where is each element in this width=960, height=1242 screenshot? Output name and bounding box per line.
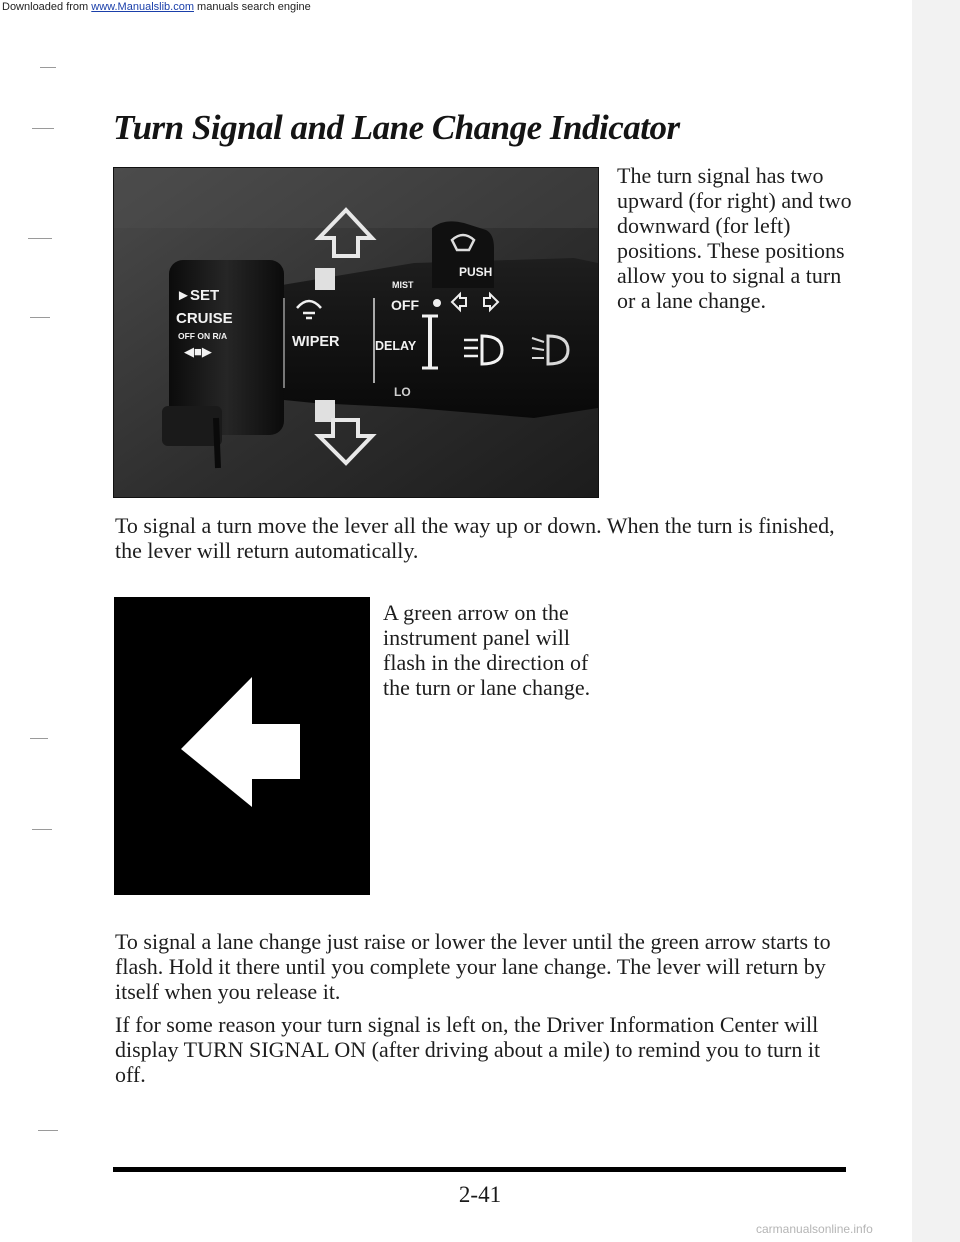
manualslib-link[interactable]: www.Manualslib.com — [91, 1, 194, 13]
svg-text:►: ► — [176, 287, 191, 304]
watermark: carmanualsonline.info — [756, 1222, 873, 1236]
lo-label: LO — [394, 385, 411, 399]
mist-label: MIST — [392, 280, 414, 290]
off-on-ra-label: OFF ON R/A — [178, 331, 228, 341]
header-prefix: Downloaded from — [2, 1, 92, 13]
turn-signal-positions-text: The turn signal has two upward (for right) and two downward (for left) positions. These positions allow you to signal a turn or a lane change. — [617, 163, 852, 313]
svg-text:◀■▶: ◀■▶ — [184, 344, 212, 359]
page-number: 2-41 — [458, 1182, 502, 1207]
green-arrow-text: A green arrow on the instrument panel will flash in the direction of the turn or lane change. — [383, 600, 591, 700]
set-label: SET — [190, 287, 220, 304]
off-label: OFF — [391, 297, 419, 313]
page-edge-shade — [912, 0, 960, 1242]
wiper-label: WIPER — [292, 334, 340, 350]
turn-signal-lever-photo — [113, 167, 599, 498]
delay-label: DELAY — [375, 339, 417, 353]
turn-signal-on-text: If for some reason your turn signal is left on, the Driver Information Center will display TURN SIGNAL ON (after driving about a mile) to remind you to turn it off. — [115, 1012, 821, 1087]
left-arrow-indicator-image — [114, 597, 370, 895]
footer-rule — [113, 1167, 846, 1172]
lane-change-text: To signal a lane change just raise or lower the lever until the green arrow starts to flash. Hold it there until you complete your lane change. The lever will return by itself when you release it. — [115, 929, 831, 1004]
left-arrow-icon — [181, 677, 300, 807]
section-title: Turn Signal and Lane Change Indicator — [113, 108, 680, 147]
download-header — [0, 0, 702, 14]
cruise-label: CRUISE — [176, 310, 233, 327]
push-label: PUSH — [459, 265, 493, 279]
header-suffix: manuals search engine — [193, 1, 311, 13]
signal-turn-text: To signal a turn move the lever all the way up or down. When the turn is finished, the lever will return automatically. — [115, 513, 835, 563]
